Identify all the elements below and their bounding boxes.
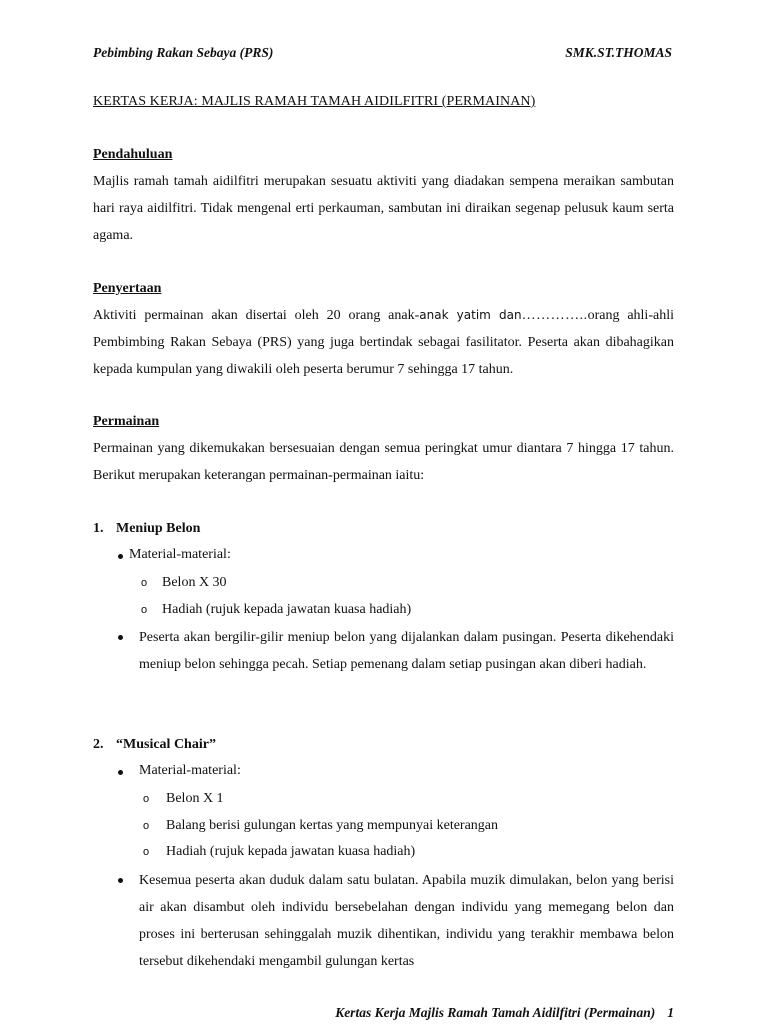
heading-penyertaan: Penyertaan: [93, 281, 162, 296]
game-1-name: Meniup Belon: [116, 521, 201, 536]
paragraph-pendahuluan: Majlis ramah tamah aidilfitri merupakan sesuatu aktiviti yang diadakan sempena meraikan sambutan hari raya aidilfitri. Tidak mengenal erti perkauman, sambutan ini diraikan segenap pelusuk kaum serta agama.: [93, 174, 674, 243]
game-2-material-1: Belon X 1: [166, 791, 224, 806]
page-number: 1: [667, 1005, 674, 1020]
header-right: SMK.ST.THOMAS: [565, 45, 672, 60]
game-2-description: Kesemua peserta akan duduk dalam satu bulatan. Apabila muzik dimulakan, belon yang berisi air akan disambut oleh individu bersebelahan dengan individu yang memegang belon dan proses ini berterusan sehinggalah muzik dihentikan, individu yang terakhir membawa belon tersebut dikehendaki mengambil gulungan kertas: [139, 873, 674, 969]
penyertaan-dots: …………..: [521, 308, 588, 323]
paragraph-permainan: Permainan yang dikemukakan bersesuaian dengan semua peringkat umur diantara 7 hingga 17 tahun. Berikut merupakan keterangan permainan-permainan iaitu:: [93, 441, 674, 483]
bullet-icon: [118, 770, 123, 775]
game-2-materials-label: Material-material:: [139, 763, 241, 778]
circle-bullet-icon: o: [143, 820, 150, 832]
header-left: Pebimbing Rakan Sebaya (PRS): [93, 45, 274, 60]
circle-bullet-icon: o: [143, 793, 150, 805]
game-1-material-1: Belon X 30: [162, 575, 227, 590]
penyertaan-text-a: Aktiviti permainan akan disertai oleh 20 orang anak-: [93, 308, 420, 323]
game-2-name: “Musical Chair”: [116, 737, 216, 752]
penyertaan-text-c: orang ahli-ahli Pembimbing Rakan Sebaya (PRS) yang juga bertindak sebagai fasilitator. Peserta akan dibahagikan kepada kumpulan yang diwakili oleh peserta berumur 7 sehingga 17 tahun.: [93, 308, 674, 377]
circle-bullet-icon: o: [141, 604, 148, 616]
game-1-materials-label: Material-material:: [129, 547, 231, 562]
footer-text: Kertas Kerja Majlis Ramah Tamah Aidilfitri (Permainan): [335, 1005, 656, 1020]
page-footer: [335, 1005, 674, 1021]
game-2-material-2: Balang berisi gulungan kertas yang mempunyai keterangan: [166, 818, 499, 833]
heading-permainan: Permainan: [93, 414, 160, 429]
game-2-number: 2.: [93, 737, 104, 752]
circle-bullet-icon: o: [143, 846, 150, 858]
penyertaan-text-b: anak yatim dan: [419, 308, 522, 322]
paragraph-penyertaan: [93, 302, 674, 383]
game-1-heading: [93, 521, 200, 537]
bullet-icon: [118, 554, 123, 559]
game-1-material-2: Hadiah (rujuk kepada jawatan kuasa hadiah): [162, 602, 412, 617]
document-title: KERTAS KERJA: MAJLIS RAMAH TAMAH AIDILFITRI (PERMAINAN): [93, 94, 536, 109]
circle-bullet-icon: o: [141, 577, 148, 589]
game-2-heading: [93, 737, 216, 753]
game-1-number: 1.: [93, 521, 104, 536]
game-1-description: Peserta akan bergilir-gilir meniup belon yang dijalankan dalam pusingan. Peserta dikehendaki meniup belon sehingga pecah. Setiap pemenang dalam setiap pusingan akan diberi hadiah.: [139, 630, 674, 672]
bullet-icon: [118, 635, 123, 640]
bullet-icon: [118, 878, 123, 883]
heading-pendahuluan: Pendahuluan: [93, 147, 173, 162]
game-2-material-3: Hadiah (rujuk kepada jawatan kuasa hadiah): [166, 844, 416, 859]
